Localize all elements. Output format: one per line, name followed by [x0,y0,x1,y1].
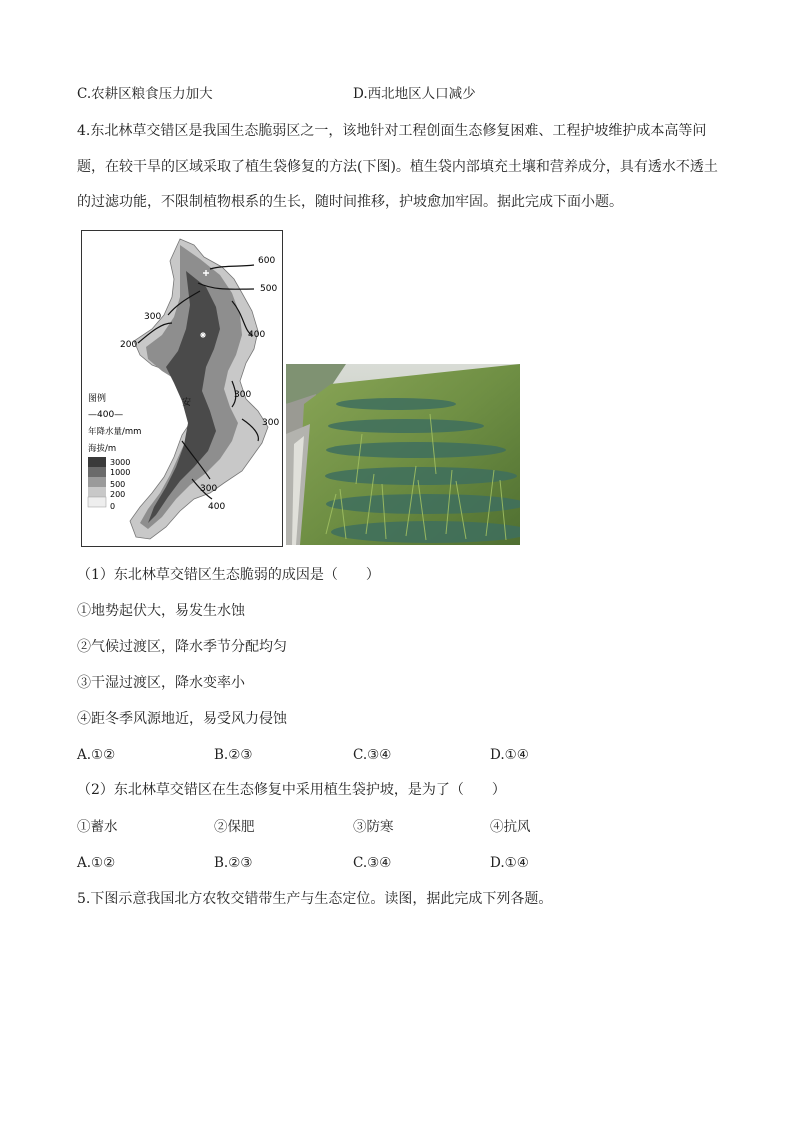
sub1-choice-a[interactable]: A.①② [77,747,116,763]
isoline-label: 300 [234,390,252,400]
sub2-item-1: ①蓄水 [77,819,118,835]
legend-swatch-0 [88,497,106,507]
legend-elevation-label: 海拔/m [88,444,117,454]
legend-level: 500 [110,480,126,489]
sub1-item-2: ②气候过渡区，降水季节分配均匀 [77,639,287,655]
sub2-choice-d[interactable]: D.①④ [490,855,529,871]
sub1-choice-b[interactable]: B.②③ [214,747,253,763]
legend-level: 0 [110,502,116,511]
sub2-item-2: ②保肥 [214,819,255,835]
legend-title: 图例 [88,394,107,404]
isoline-label: 600 [258,256,276,266]
isoline-label: 500 [260,284,278,294]
isoline-label: 200 [120,340,138,350]
map-place-char: 岭 [166,426,176,436]
q4-intro-line-3: 的过滤功能，不限制植物根系的生长，随时间推移，护坡愈加牢固。据此完成下面小题。 [77,194,623,210]
sub1-choice-d[interactable]: D.①④ [490,747,529,763]
map-place-char: 安 [182,398,192,408]
sub2-choice-a[interactable]: A.①② [77,855,116,871]
q4-intro-line-1: 4.东北林草交错区是我国生态脆弱区之一，该地针对工程创面生态修复困难、工程护坡维护成本高等问 [77,123,707,139]
sub2-item-3: ③防寒 [353,819,394,835]
option-c-prev: C.农耕区粮食压力加大 [77,86,213,102]
legend-isoline-label: 年降水量/mm [88,427,142,437]
legend-level: 1000 [110,468,131,477]
legend-swatch-200 [88,487,106,497]
sub2-item-4: ④抗风 [490,819,531,835]
precipitation-elevation-map [81,230,283,547]
isoline-label: 300 [200,484,218,494]
sub1-item-3: ③干湿过渡区，降水变率小 [77,675,245,691]
sub2-stem: （2）东北林草交错区在生态修复中采用植生袋护坡，是为了（ ） [77,782,506,798]
vegetation-bag-slope-photo [286,364,520,545]
isoline-label: 300 [144,312,162,322]
legend-level: 200 [110,490,126,499]
sub1-item-1: ①地势起伏大，易发生水蚀 [77,603,245,619]
legend-isoline-sample: —400— [88,410,124,420]
option-d-prev: D.西北地区人口减少 [353,86,476,102]
isoline-label: 400 [208,502,226,512]
legend-swatch-3000 [88,457,106,467]
sub1-stem: （1）东北林草交错区生态脆弱的成因是（ ） [77,567,380,583]
legend-swatch-500 [88,477,106,487]
isoline-label: 400 [248,330,266,340]
q5-intro: 5.下图示意我国北方农牧交错带生产与生态定位。读图，据此完成下列各题。 [77,891,553,907]
isoline-label: 300 [262,418,280,428]
sub2-choice-c[interactable]: C.③④ [353,855,392,871]
sub1-choice-c[interactable]: C.③④ [353,747,392,763]
map-svg [82,231,282,546]
photo-svg [286,364,520,545]
legend-swatch-1000 [88,467,106,477]
q4-intro-line-2: 题，在较干旱的区域采取了植生袋修复的方法(下图)。植生袋内部填充土壤和营养成分，具有透水不透土 [77,159,718,175]
sub2-choice-b[interactable]: B.②③ [214,855,253,871]
sub1-item-4: ④距冬季风源地近，易受风力侵蚀 [77,711,287,727]
legend-level: 3000 [110,458,131,467]
